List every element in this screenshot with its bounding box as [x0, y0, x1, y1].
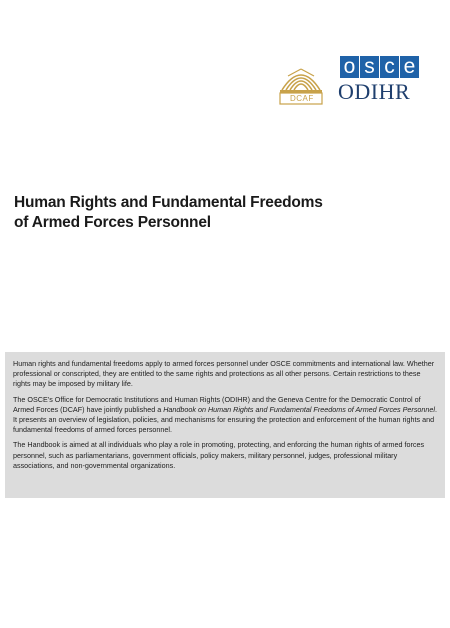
osce-letter: c — [380, 56, 399, 78]
document-title — [14, 193, 344, 233]
title-line-1: Human Rights and Fundamental Freedoms — [14, 194, 323, 211]
header-logos — [276, 52, 426, 108]
osce-letter: e — [400, 56, 419, 78]
summary-paragraph-2 — [13, 395, 437, 436]
summary-box — [5, 352, 445, 498]
handbook-title: Handbook on Human Rights and Fundamental Freedoms of Armed Forces Personnel — [163, 404, 436, 414]
osce-letter: o — [340, 56, 359, 78]
summary-paragraph-3: The Handbook is aimed at all individuals who play a role in promoting, protecting, and enforcing the human rights of armed forces personnel, such as parliamentarians, government officials, policy makers, military personnel, judges, professional military associations, and non-governmental organizations. — [13, 440, 425, 470]
osce-logo — [340, 56, 419, 78]
dcaf-logo-label: DCAF — [290, 94, 314, 103]
odihr-label: ODIHR — [338, 79, 411, 104]
title-line-2: of Armed Forces Personnel — [14, 214, 211, 231]
summary-p2-text-end: . It presents an overview of legislation, policies, and mechanisms for ensuring the protection and enforcement of the human rights and fundamental freedoms of armed forces personnel. — [13, 404, 438, 435]
osce-letter: s — [360, 56, 379, 78]
summary-paragraph-1: Human rights and fundamental freedoms apply to armed forces personnel under OSCE commitments and international law. Whether professional or conscripted, they are entitled to the same rights and protections as all other persons. Certain restrictions to these rights may be imposed by military life. — [13, 359, 435, 389]
summary-p2-text: The OSCE’s Office for Democratic Institutions and Human Rights (ODIHR) and the Geneva Centre for the Democratic Control of Armed Forces (DCAF) have jointly published a — [13, 394, 421, 414]
